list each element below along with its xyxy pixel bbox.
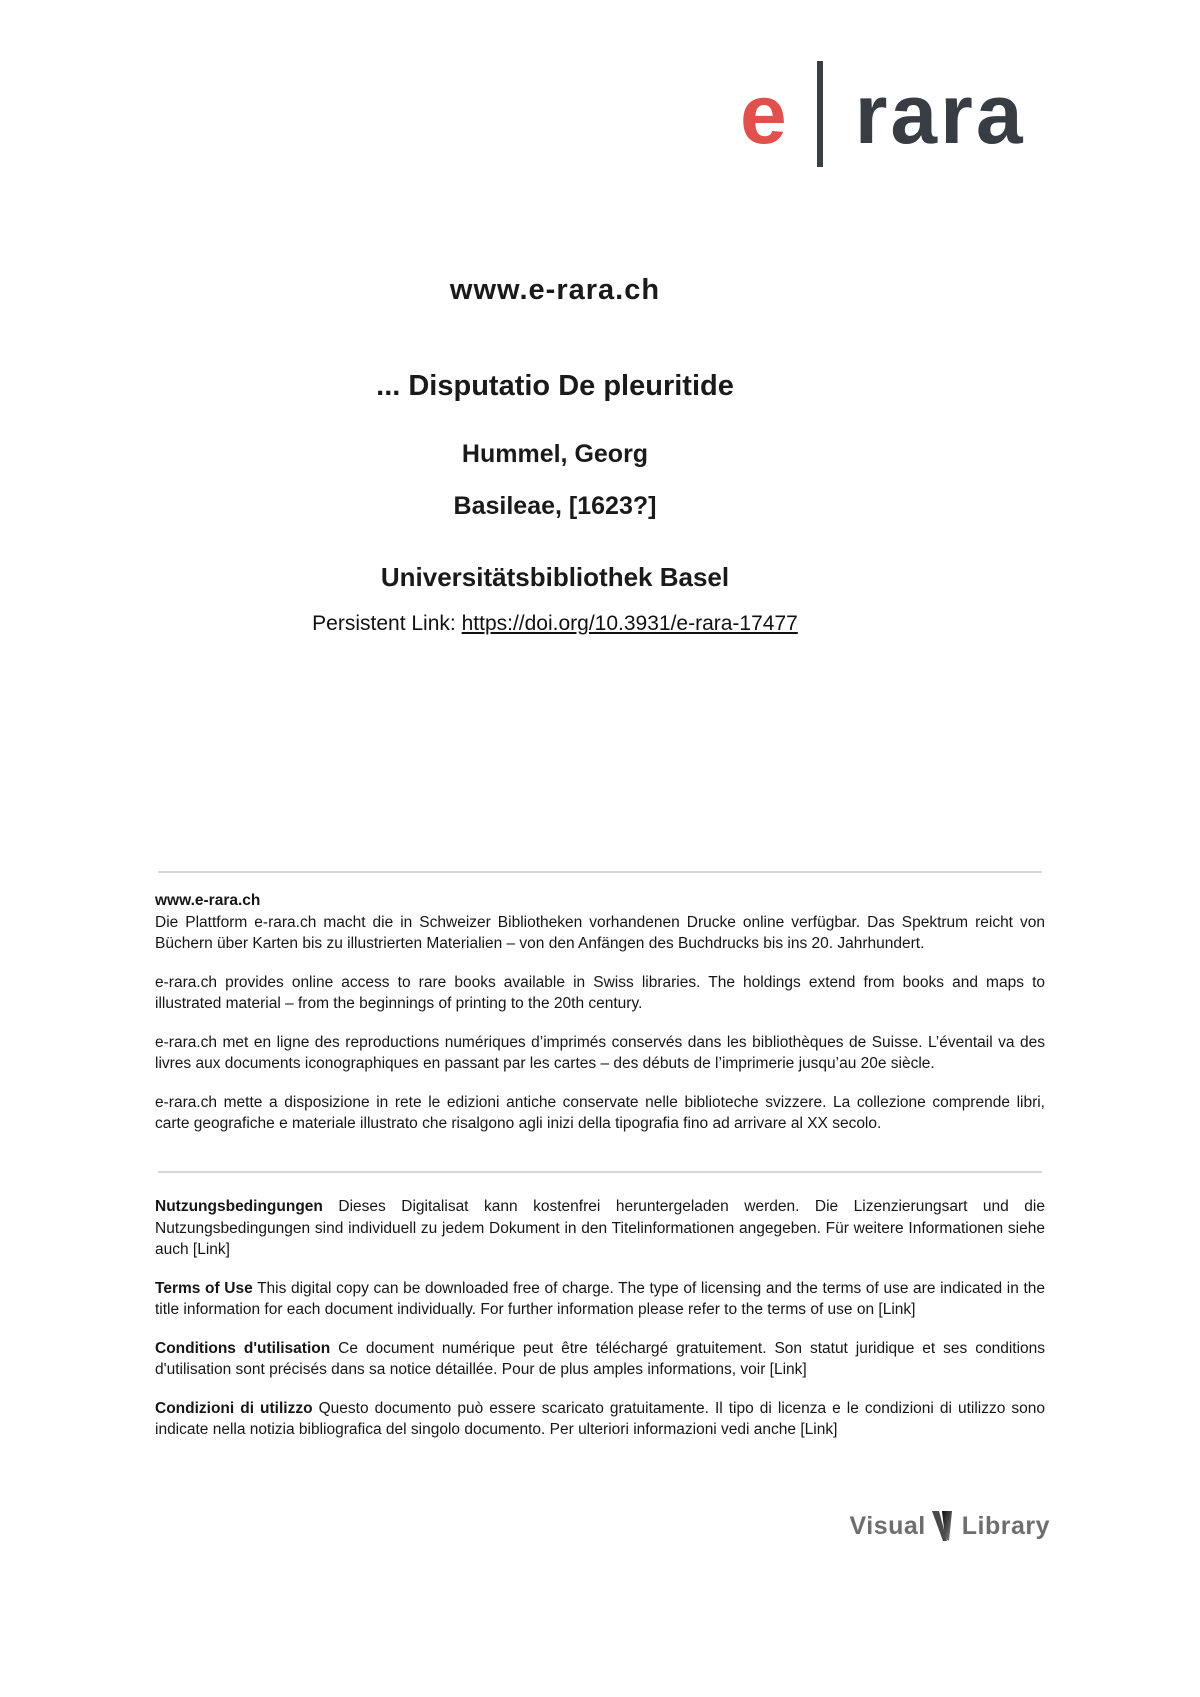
terms-paragraph-it: [155, 1398, 1045, 1441]
divider-bottom: [158, 1171, 1042, 1173]
document-imprint: Basileae, [1623?]: [453, 492, 657, 520]
about-paragraph-fr: e-rara.ch met en ligne des reproductions numériques d’imprimés conservés dans les bibliothèques de Suisse. L’éventail va des livres aux documents iconographiques en passant par les cartes – des débuts de l’imprimerie jusqu’au 20e siècle.: [155, 1033, 1045, 1072]
persistent-link-url[interactable]: https://doi.org/10.3931/e-rara-17477: [461, 612, 798, 635]
about-paragraph-it: e-rara.ch mette a disposizione in rete le edizioni antiche conservate nelle biblioteche svizzere. La collezione comprende libri, carte geografiche e materiale illustrato che risalgono agli inizi della tipografia fino ad arrivare al XX secolo.: [155, 1093, 1045, 1132]
persistent-link-line: [155, 612, 955, 636]
terms-paragraph-de: [155, 1196, 1045, 1261]
terms-text-it: Questo documento può essere scaricato gratuitamente. Il tipo di licenza e le condizioni di utilizzo sono indicate nella notizia bibliografica del singolo documento. Per ulteriori informazioni vedi anche [Link]: [155, 1399, 1045, 1438]
about-section: [155, 890, 1045, 1152]
terms-paragraph-en: [155, 1278, 1045, 1321]
about-paragraph-de: Die Plattform e-rara.ch macht die in Schweizer Bibliotheken vorhandenen Drucke online verfügbar. Das Spektrum reicht von Büchern über Karten bis zu illustrierten Materialien – von den Anfängen des Buchdrucks bis ins 20. Jahrhundert.: [155, 913, 1045, 952]
terms-text-de: Dieses Digitalisat kann kostenfrei heruntergeladen werden. Die Lizenzierungsart und die Nutzungsbedingungen sind individuell zu jedem Dokument in den Titelinformationen angegeben. Für weitere Informationen siehe auch [Link]: [155, 1198, 1045, 1258]
visual-library-word-visual: Visual: [849, 1511, 926, 1540]
terms-section: [155, 1196, 1045, 1458]
document-author: Hummel, Georg: [461, 440, 649, 468]
terms-label-en: Terms of Use: [155, 1279, 253, 1297]
visual-library-logo: [850, 1510, 1050, 1542]
terms-label-it: Condizioni di utilizzo: [155, 1399, 313, 1417]
terms-paragraph-fr: [155, 1338, 1045, 1381]
about-paragraph-en: e-rara.ch provides online access to rare books available in Swiss libraries. The holdings extend from books and maps to illustrated material – from the beginnings of printing to the 20th century.: [155, 973, 1045, 1012]
e-rara-wordmark: rara: [854, 67, 1026, 161]
site-heading: www.e-rara.ch: [449, 274, 661, 306]
document-title: ... Disputatio De pleuritide: [376, 370, 734, 402]
visual-library-mark-icon: [931, 1510, 957, 1542]
divider-top: [158, 871, 1042, 873]
e-rara-e-icon: e: [740, 67, 787, 161]
terms-label-de: Nutzungsbedingungen: [155, 1198, 323, 1215]
e-rara-divider-bar-icon: [817, 61, 823, 167]
about-heading: www.e-rara.ch: [155, 892, 261, 909]
visual-library-word-library: Library: [961, 1511, 1050, 1540]
terms-text-en: This digital copy can be downloaded free of charge. The type of licensing and the terms of use are indicated in the title information for each document individually. For further information please refer to the terms of use on [Link]: [155, 1279, 1045, 1318]
holding-library: Universitätsbibliothek Basel: [380, 562, 730, 592]
persistent-link-label: Persistent Link:: [312, 612, 456, 635]
terms-text-fr: Ce document numérique peut être téléchargé gratuitement. Son statut juridique et ses conditions d'utilisation sont précisés dans sa notice détaillée. Pour de plus amples informations, voir [Link]: [155, 1339, 1045, 1378]
e-rara-logo: [740, 58, 1026, 170]
terms-label-fr: Conditions d'utilisation: [155, 1339, 331, 1357]
